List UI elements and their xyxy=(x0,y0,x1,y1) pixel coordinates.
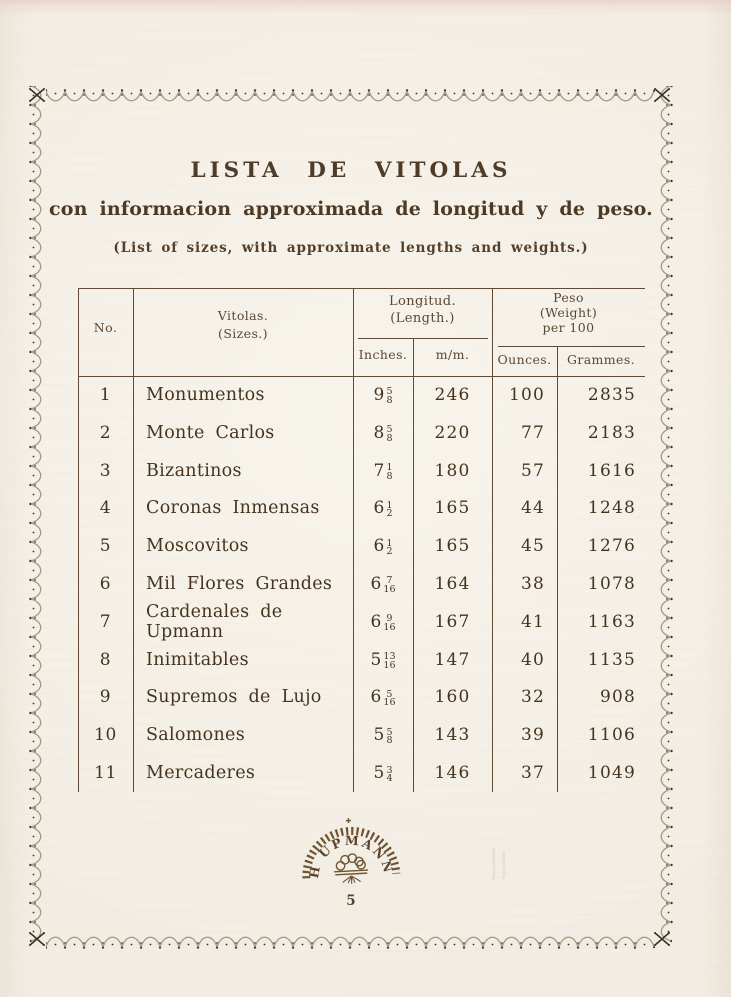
inches-value xyxy=(353,641,413,679)
vitola-name: Mil Flores Grandes xyxy=(146,573,333,594)
inches-whole: 5 xyxy=(373,725,385,746)
peso-label: Peso xyxy=(553,290,584,305)
border-corner-flourish xyxy=(651,84,673,106)
row-number: 2 xyxy=(99,422,112,443)
row-number: 1 xyxy=(99,384,112,405)
vitola-name: Salomones xyxy=(146,725,245,746)
border-corner-flourish xyxy=(26,928,48,950)
table-row xyxy=(78,716,645,754)
inches-fraction: 1 2 xyxy=(386,499,393,520)
upmann-emblem xyxy=(286,811,414,889)
inches-value xyxy=(353,452,413,490)
table-rule xyxy=(358,338,488,339)
ounces-value: 38 xyxy=(520,573,545,594)
grammes-value: 1106 xyxy=(587,725,636,746)
table-row xyxy=(78,641,645,679)
upmann-emblem-text: H UPMANN xyxy=(305,832,397,880)
vitola-name: Cardenales de Upmann xyxy=(146,601,283,642)
table-row xyxy=(78,754,645,792)
inches-value xyxy=(353,754,413,792)
table-rule xyxy=(133,288,134,792)
longitud-label: Longitud. xyxy=(389,294,456,309)
table-rule xyxy=(557,346,558,792)
inches-whole: 6 xyxy=(370,687,382,708)
ounces-value: 57 xyxy=(520,460,545,481)
inches-fraction: 13 16 xyxy=(383,651,396,671)
ounces-value: 41 xyxy=(520,611,545,632)
per-100-label: per 100 xyxy=(542,320,595,335)
table-row xyxy=(78,414,645,452)
vitola-name: Bizantinos xyxy=(146,460,242,481)
inches-whole: 6 xyxy=(373,536,385,557)
inches-fraction: 1 8 xyxy=(386,462,393,482)
grammes-value: 1049 xyxy=(587,763,636,784)
table-rule xyxy=(498,346,645,347)
inches-whole: 6 xyxy=(370,611,382,632)
ounces-value: 77 xyxy=(520,422,545,443)
vitola-name: Monte Carlos xyxy=(146,422,275,443)
table-rule xyxy=(492,288,493,792)
mm-value: 147 xyxy=(434,649,471,670)
ounces-value: 44 xyxy=(520,498,545,519)
mm-value: 180 xyxy=(434,460,471,481)
inches-whole: 5 xyxy=(373,763,385,784)
inches-value xyxy=(353,603,413,641)
inches-value xyxy=(353,376,413,414)
ounces-value: 45 xyxy=(520,536,545,557)
table-row xyxy=(78,679,645,717)
ounces-value: 100 xyxy=(508,384,545,405)
inches-value xyxy=(353,565,413,603)
row-number: 10 xyxy=(94,725,117,746)
table-row xyxy=(78,452,645,490)
grammes-value: 1248 xyxy=(587,498,636,519)
column-header-grammes: Grammes. xyxy=(566,352,636,367)
border-corner-flourish xyxy=(26,84,48,106)
mm-value: 220 xyxy=(434,422,471,443)
grammes-value: 1078 xyxy=(587,573,636,594)
row-number: 9 xyxy=(99,687,112,708)
mm-value: 143 xyxy=(434,725,471,746)
grammes-value: 1616 xyxy=(587,460,636,481)
grammes-value: 1135 xyxy=(587,649,636,670)
inches-fraction: 5 8 xyxy=(386,424,393,444)
page-subtitle-english: (List of sizes, with approximate lengths and weights.) xyxy=(113,240,589,256)
row-number: 8 xyxy=(99,649,112,670)
inches-value xyxy=(353,489,413,527)
border-corner-flourish xyxy=(651,928,673,950)
page-title: LISTA DE VITOLAS xyxy=(190,158,512,183)
row-number: 5 xyxy=(99,536,112,557)
table-rule xyxy=(78,376,645,377)
ounces-value: 37 xyxy=(520,763,545,784)
cross-icon xyxy=(346,818,351,823)
column-header-ounces: Ounces. xyxy=(497,352,552,367)
border-strip-bottom xyxy=(46,929,655,951)
ounces-value: 32 xyxy=(520,687,545,708)
vitola-name: Coronas Inmensas xyxy=(146,498,320,519)
inches-whole: 6 xyxy=(373,498,385,519)
mm-value: 246 xyxy=(434,384,471,405)
table-row xyxy=(78,565,645,603)
vitola-name: Inimitables xyxy=(146,649,249,670)
table-row xyxy=(78,527,645,565)
inches-fraction: 5 8 xyxy=(386,726,393,747)
border-strip-top xyxy=(46,87,655,109)
sizes-label: (Sizes.) xyxy=(218,326,268,341)
table-row xyxy=(78,376,645,414)
vitola-name: Supremos de Lujo xyxy=(146,687,322,708)
inches-whole: 5 xyxy=(370,649,382,670)
grammes-value: 1163 xyxy=(587,611,636,632)
table-rule xyxy=(353,288,354,792)
inches-whole: 7 xyxy=(373,460,385,481)
pencil-smudge xyxy=(480,842,530,887)
vitolas-label: Vitolas. xyxy=(217,308,269,323)
row-number: 6 xyxy=(99,573,112,594)
grammes-value: 2183 xyxy=(587,422,636,443)
row-number: 7 xyxy=(99,611,112,632)
ounces-value: 39 xyxy=(520,725,545,746)
inches-fraction: 7 16 xyxy=(383,575,396,595)
ounces-value: 40 xyxy=(520,649,545,670)
table-row xyxy=(78,603,645,641)
column-header-mm: m/m. xyxy=(435,347,470,362)
inches-fraction: 3 4 xyxy=(386,764,393,785)
mm-value: 164 xyxy=(434,573,471,594)
vitola-name: Monumentos xyxy=(146,384,265,405)
grammes-value: 1276 xyxy=(587,536,636,557)
column-header-vitolas xyxy=(133,307,353,343)
inches-fraction: 5 8 xyxy=(386,386,393,406)
row-number: 4 xyxy=(99,498,112,519)
column-header-no: No. xyxy=(93,320,118,335)
inches-fraction: 5 16 xyxy=(383,688,396,709)
inches-whole: 9 xyxy=(373,384,385,405)
inches-whole: 8 xyxy=(373,422,385,443)
inches-value xyxy=(353,716,413,754)
row-number: 3 xyxy=(99,460,112,481)
page-number: 5 xyxy=(346,893,356,909)
inches-fraction: 9 16 xyxy=(383,613,396,633)
inches-value xyxy=(353,679,413,717)
column-header-inches: Inches. xyxy=(358,347,408,362)
mm-value: 167 xyxy=(434,611,471,632)
inches-value xyxy=(353,527,413,565)
inches-value xyxy=(353,414,413,452)
palmette-fan-icon xyxy=(333,853,369,885)
mm-value: 146 xyxy=(434,763,471,784)
table-rule xyxy=(413,338,414,792)
table-rule xyxy=(78,288,79,792)
grammes-value: 2835 xyxy=(587,384,636,405)
table-row xyxy=(78,489,645,527)
row-number: 11 xyxy=(94,763,117,784)
inches-fraction: 1 2 xyxy=(386,537,393,558)
length-label: (Length.) xyxy=(390,311,455,326)
mm-value: 165 xyxy=(434,536,471,557)
vitola-name: Moscovitos xyxy=(146,536,249,557)
vitola-name: Mercaderes xyxy=(146,763,256,784)
mm-value: 160 xyxy=(434,687,471,708)
table-rule xyxy=(78,288,645,289)
mm-value: 165 xyxy=(434,498,471,519)
inches-whole: 6 xyxy=(370,573,382,594)
grammes-value: 908 xyxy=(599,687,636,708)
column-group-peso xyxy=(492,290,645,335)
column-group-longitud xyxy=(353,293,492,327)
vitolas-table xyxy=(78,288,645,792)
page-subtitle: con informacion approximada de longitud y de peso. xyxy=(49,198,653,220)
weight-label: (Weight) xyxy=(539,305,598,320)
